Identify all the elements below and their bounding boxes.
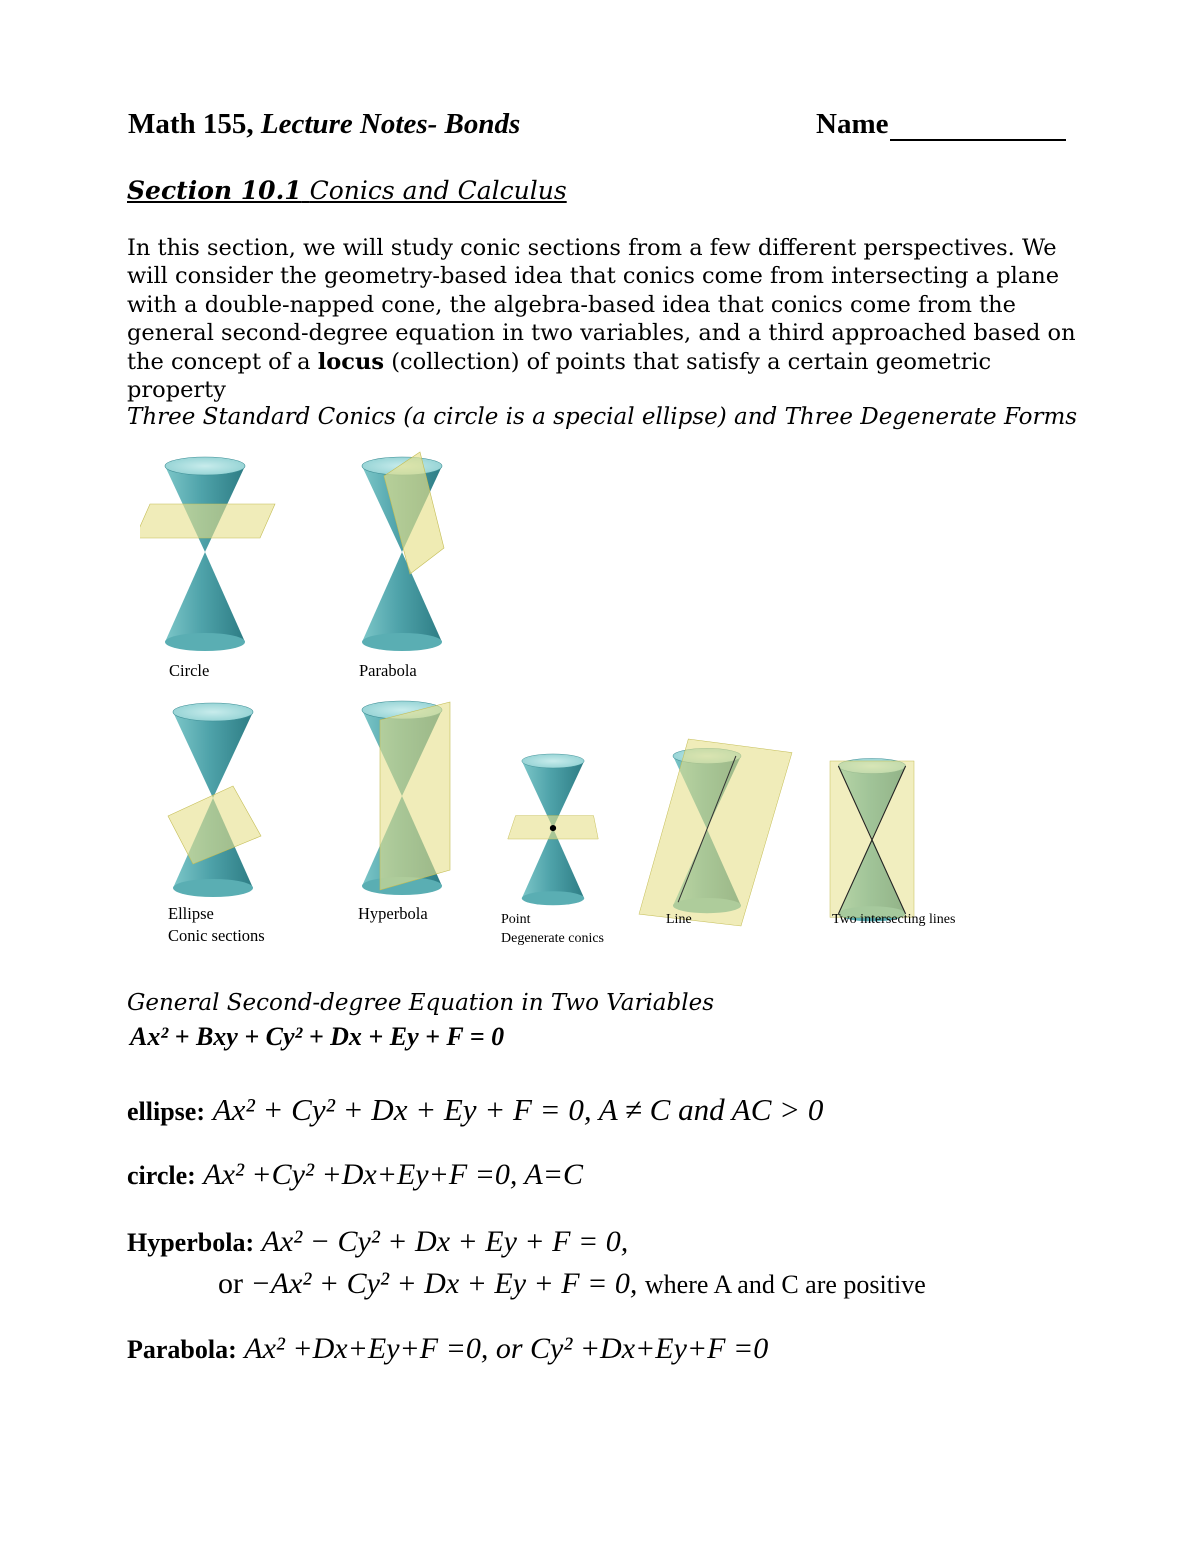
general-equation [130, 1022, 504, 1052]
intro-bold-locus: locus [317, 348, 385, 375]
caption-two-lines: Two intersecting lines [832, 912, 956, 927]
circle-diagram [140, 457, 275, 651]
intro-text-2: (collection) of points that satisfy a certain geometric property [127, 348, 992, 404]
general-equation-text: Ax² + Bxy + Cy² + Dx + Ey + F = 0 [130, 1022, 505, 1051]
name-field [816, 108, 1066, 141]
hyperbola-note: where A and C are positive [644, 1270, 926, 1299]
parabola-equation: Ax² +Dx+Ey+F =0, or Cy² +Dx+Ey+F =0 [244, 1332, 769, 1365]
section-number: Section 10.1 [127, 176, 302, 205]
page-header [128, 108, 520, 141]
conic-sections-figure [140, 448, 980, 958]
hyperbola-equation-row [127, 1225, 628, 1259]
caption-conic-sections: Conic sections [168, 926, 265, 945]
hyperbola-equation-2: −Ax² + Cy² + Dx + Ey + F = 0, [250, 1267, 638, 1300]
circle-equation: Ax² +Cy² +Dx+Ey+F =0, A=C [203, 1158, 583, 1191]
circle-label: circle: [127, 1161, 196, 1190]
name-label: Name [816, 108, 889, 140]
hyperbola-label: Hyperbola: [127, 1228, 255, 1257]
line-diagram [639, 739, 792, 926]
caption-circle: Circle [169, 661, 210, 680]
hyperbola-equation-1: Ax² − Cy² + Dx + Ey + F = 0, [261, 1225, 629, 1258]
parabola-equation-row [127, 1332, 768, 1366]
hyperbola-or: or [218, 1267, 243, 1300]
hyperbola-diagram [362, 701, 450, 895]
ellipse-equation: Ax² + Cy² + Dx + Ey + F = 0, A ≠ C and AC > 0 [212, 1092, 824, 1127]
caption-ellipse: Ellipse [168, 904, 214, 923]
section-title: Conics and Calculus [309, 176, 567, 205]
two-lines-diagram [830, 758, 914, 921]
caption-line: Line [666, 912, 692, 927]
figure-subtitle: Three Standard Conics (a circle is a special ellipse) and Three Degenerate Forms [127, 404, 1078, 430]
general-equation-title: General Second-degree Equation in Two Variables [127, 990, 714, 1016]
ellipse-label: ellipse: [127, 1097, 205, 1126]
point-diagram [508, 754, 598, 905]
caption-degenerate-conics: Degenerate conics [501, 931, 604, 946]
section-heading [127, 176, 567, 205]
caption-hyperbola: Hyperbola [358, 904, 428, 923]
parabola-diagram [362, 452, 444, 651]
ellipse-equation-row [127, 1092, 823, 1128]
course-title: Math 155, [128, 108, 254, 140]
intro-paragraph [127, 234, 1077, 404]
parabola-label: Parabola: [127, 1335, 237, 1364]
ellipse-diagram [168, 703, 261, 897]
notes-title: Lecture Notes- Bonds [260, 108, 521, 140]
hyperbola-equation-row-2 [218, 1267, 926, 1301]
intro-text-1: In this section, we will study conic sections from a few different perspectives. We will consider the geometry-based idea that conics come from intersecting a plane with a double-napped cone, the algebra-based idea that conics come from the general second-degree equation in two variables, and a third approached based on the concept of a [127, 235, 1076, 375]
caption-point: Point [501, 912, 531, 927]
name-blank-line [890, 109, 1066, 141]
circle-equation-row [127, 1158, 583, 1192]
caption-parabola: Parabola [359, 661, 417, 680]
